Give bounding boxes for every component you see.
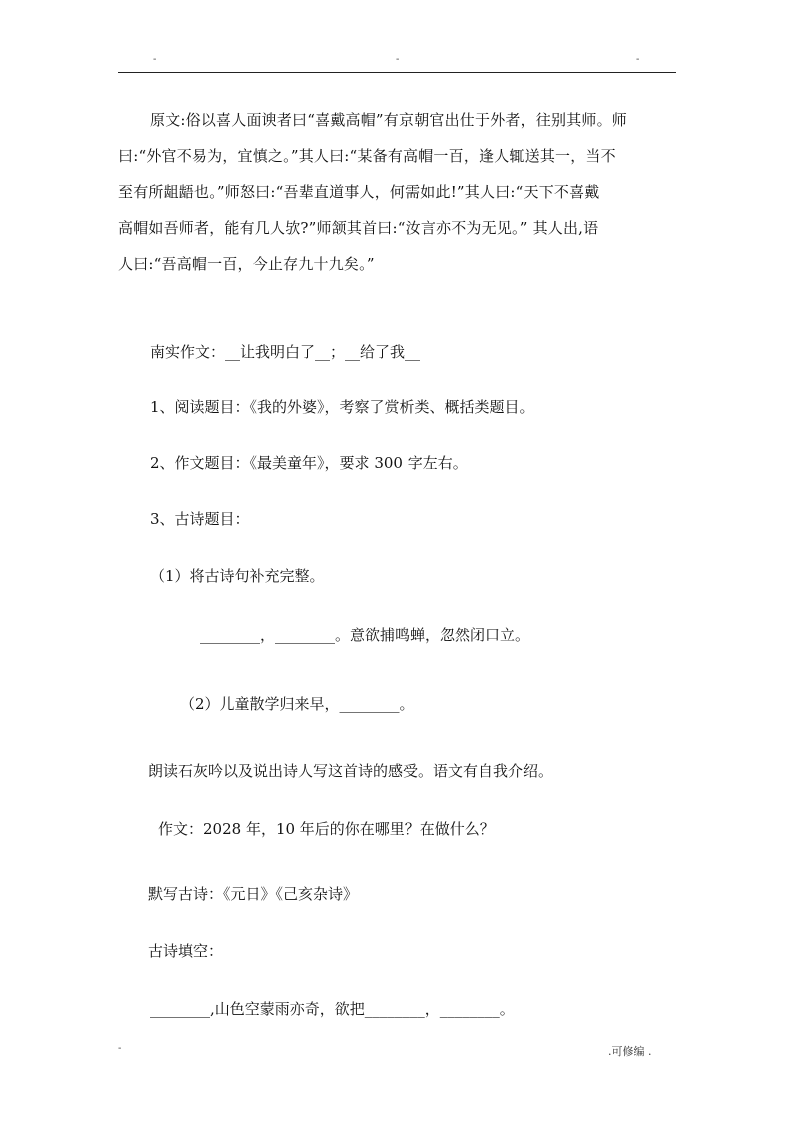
header-center-mark: - — [396, 54, 400, 65]
dictation-item: 默写古诗：《元日》《己亥杂诗》 — [148, 885, 359, 903]
recite-item: 朗读石灰吟以及说出诗人写这首诗的感受。语文有自我介绍。 — [148, 762, 554, 780]
passage-line: 高帽如吾师者，能有几人欤?”师颔其首曰:“汝言亦不为无见。” 其人出,语 — [118, 219, 599, 237]
poetry-subquestion-1: （1）将古诗句补充完整。 — [150, 567, 325, 585]
page-header — [118, 52, 676, 73]
poetry-subquestion-2: （2）儿童散学归来早，________。 — [180, 695, 415, 713]
passage-line: 至有所龃龉也。”师怒曰:“吾辈直道事人，何需如此!”其人曰:“天下不喜戴 — [118, 183, 600, 201]
footer-editable-note: .可修编 . — [608, 1045, 652, 1058]
reading-item: 1、阅读题目：《我的外婆》，考察了赏析类、概括类题目。 — [150, 398, 535, 416]
classical-passage — [118, 102, 676, 282]
essay-prompt: 南实作文：__让我明白了__；__给了我__ — [150, 343, 421, 361]
essay-2028-item: 作文：2028 年，10 年后的你在哪里？在做什么？ — [158, 820, 495, 838]
header-right-mark: - — [636, 54, 640, 65]
poetry-heading: 3、古诗题目： — [150, 510, 250, 528]
passage-line: 人曰:“吾高帽一百，今止存九十九矣。” — [118, 255, 375, 273]
composition-item: 2、作文题目：《最美童年》，要求 300 字左右。 — [150, 454, 468, 472]
passage-line: 曰:“外官不易为，宜慎之。”其人曰:“某备有高帽一百，逢人辄送其一，当不 — [118, 147, 616, 165]
fill-heading: 古诗填空： — [148, 942, 224, 960]
poetry-blank-line-1: ________，________。意欲捕鸣蝉，忽然闭口立。 — [200, 626, 531, 644]
footer-left-mark: - — [118, 1043, 122, 1054]
passage-line: 原文:俗以喜人面谀者曰“喜戴高帽”有京朝官出仕于外者，往别其师。师 — [150, 111, 627, 129]
fill-blank-line: ________,山色空蒙雨亦奇，欲把________，________。 — [150, 1000, 515, 1018]
header-left-mark: - — [153, 54, 157, 65]
